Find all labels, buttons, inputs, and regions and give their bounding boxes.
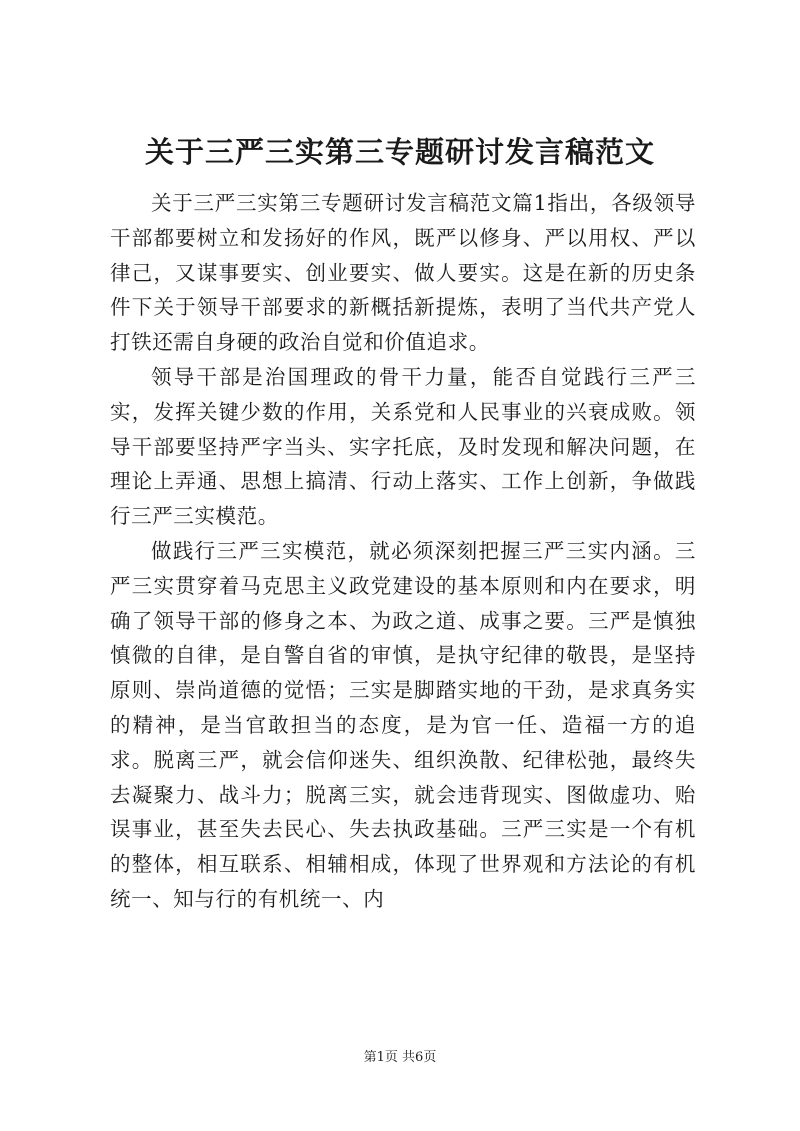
document-body <box>110 186 696 917</box>
paragraph-1: 关于三严三实第三专题研讨发言稿范文篇1指出，各级领导干部都要树立和发扬好的作风，既严以修身、严以用权、严以律己，又谋事要实、创业要实、做人要实。这是在新的历史条件下关于领导干部要求的新概括新提炼，表明了当代共产党人打铁还需自身硬的政治自觉和价值追求。 <box>110 191 696 355</box>
paragraph-3: 做践行三严三实模范，就必须深刻把握三严三实内涵。三严三实贯穿着马克思主义政党建设的基本原则和内在要求，明确了领导干部的修身之本、为政之道、成事之要。三严是慎独慎微的自律，是自警自省的审慎，是执守纪律的敬畏，是坚持原则、崇尚道德的觉悟；三实是脚踏实地的干劲，是求真务实的精神，是当官敢担当的态度，是为官一任、造福一方的追求。脱离三严，就会信仰迷失、组织涣散、纪律松弛，最终失去凝聚力、战斗力；脱离三实，就会违背现实、图做虚功、贻误事业，甚至失去民心、失去执政基础。三严三实是一个有机的整体，相互联系、相辅相成，体现了世界观和方法论的有机统一、知与行的有机统一、内 <box>110 538 696 911</box>
document-title: 关于三严三实第三专题研讨发言稿范文 <box>144 135 655 169</box>
paragraph-2: 领导干部是治国理政的骨干力量，能否自觉践行三严三实，发挥关键少数的作用，关系党和人民事业的兴衰成败。领导干部要坚持严字当头、实字托底，及时发现和解决问题，在理论上弄通、思想上搞清、行动上落实、工作上创新，争做践行三严三实模范。 <box>110 364 696 529</box>
page-footer: 第1页 共6页 <box>363 1050 437 1065</box>
